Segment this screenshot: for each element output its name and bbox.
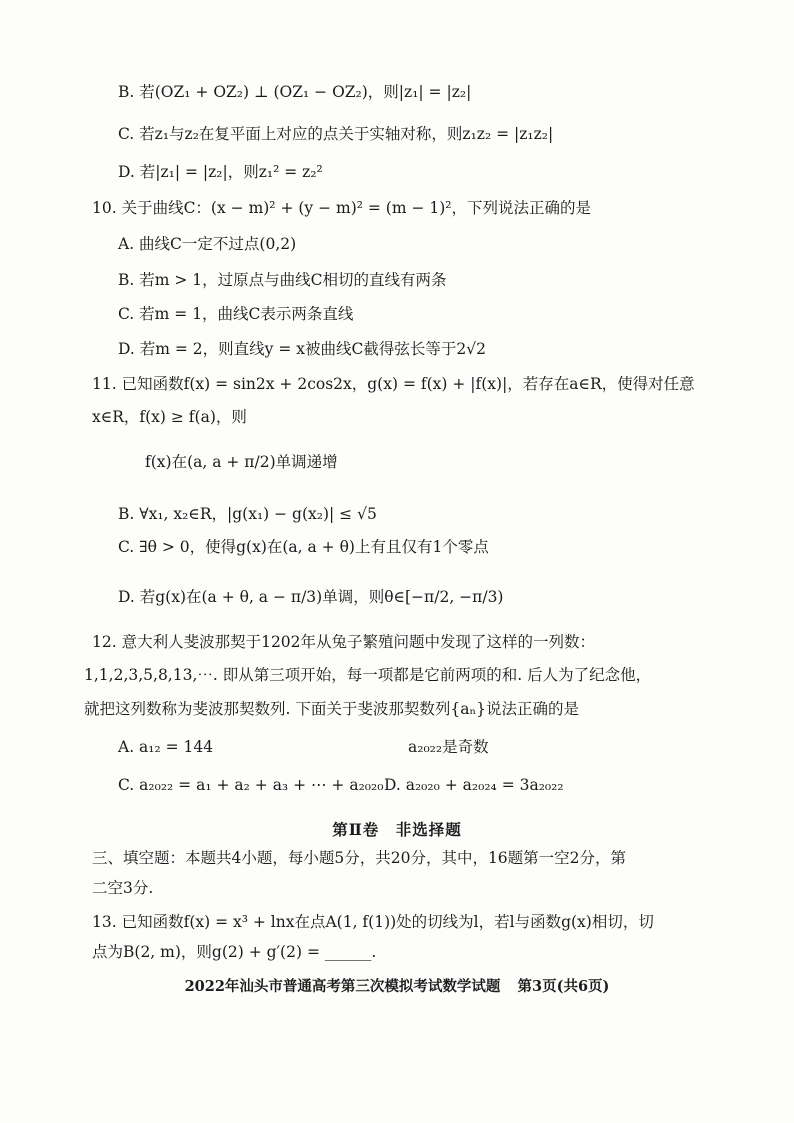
q12-stem-line3: 就把这列数称为斐波那契数列. 下面关于斐波那契数列{aₙ}说法正确的是 — [84, 700, 580, 718]
q10-option-a: A. 曲线C一定不过点(0,2) — [118, 235, 297, 253]
q9-option-d: D. 若|z₁| = |z₂|，则z₁² = z₂² — [118, 163, 323, 181]
part3-instructions-line2: 二空3分. — [92, 879, 154, 897]
q9-option-c: C. 若z₁与z₂在复平面上对应的点关于实轴对称，则z₁z₂ = |z₁z₂| — [118, 125, 554, 143]
q11-option-d: D. 若g(x)在(a + θ, a − π/3)单调，则θ∈[−π/2, −π/3) — [118, 588, 504, 606]
q13-line1: 13. 已知函数f(x) = x³ + lnx在点A(1, f(1))处的切线为l，若l与函数g(x)相切，切 — [92, 913, 654, 931]
q11-option-b: B. ∀x₁, x₂∈R，|g(x₁) − g(x₂)| ≤ √5 — [118, 505, 377, 523]
page-footer — [0, 975, 794, 996]
q10-option-c: C. 若m = 1，曲线C表示两条直线 — [118, 305, 354, 323]
footer-title: 2022年汕头市普通高考第三次模拟考试数学试题 — [184, 978, 501, 995]
q10-option-b: B. 若m > 1，过原点与曲线C相切的直线有两条 — [118, 271, 447, 289]
section-title: 第Ⅱ卷 非选择题 — [332, 820, 462, 839]
q10-stem: 10. 关于曲线C：(x − m)² + (y − m)² = (m − 1)²，下列说法正确的是 — [92, 199, 592, 217]
q11-option-c: C. ∃θ > 0，使得g(x)在(a, a + θ)上有且仅有1个零点 — [118, 538, 489, 556]
q12-option-c: C. a₂₀₂₂ = a₁ + a₂ + a₃ + ⋯ + a₂₀₂₀ — [118, 776, 384, 794]
q11-stem-line2: x∈R，f(x) ≥ f(a)，则 — [92, 408, 247, 426]
q12-stem-line2: 1,1,2,3,5,8,13,⋯. 即从第三项开始，每一项都是它前两项的和. 后人为了纪念他， — [84, 666, 652, 684]
q11-option-a: f(x)在(a, a + π/2)单调递增 — [145, 453, 338, 471]
q13-line2: 点为B(2, m)，则g(2) + g′(2) = ______. — [92, 943, 377, 961]
q12-option-b: a₂₀₂₂是奇数 — [408, 738, 489, 756]
q11-stem-line1: 11. 已知函数f(x) = sin2x + 2cos2x，g(x) = f(x) + |f(x)|，若存在a∈R，使得对任意 — [92, 375, 695, 393]
footer-page-number: 第3页(共6页) — [517, 978, 610, 995]
q9-option-b: B. 若(OZ₁ + OZ₂) ⊥ (OZ₁ − OZ₂)，则|z₁| = |z₂| — [118, 83, 472, 101]
q12-option-d: D. a₂₀₂₀ + a₂₀₂₄ = 3a₂₀₂₂ — [384, 776, 564, 794]
q10-option-d: D. 若m = 2，则直线y = x被曲线C截得弦长等于2√2 — [118, 340, 486, 358]
part3-instructions-line1: 三、填空题：本题共4小题，每小题5分，共20分，其中，16题第一空2分，第 — [92, 849, 627, 867]
q12-option-a: A. a₁₂ = 144 — [118, 738, 214, 756]
q12-stem-line1: 12. 意大利人斐波那契于1202年从兔子繁殖问题中发现了这样的一列数： — [92, 633, 596, 651]
